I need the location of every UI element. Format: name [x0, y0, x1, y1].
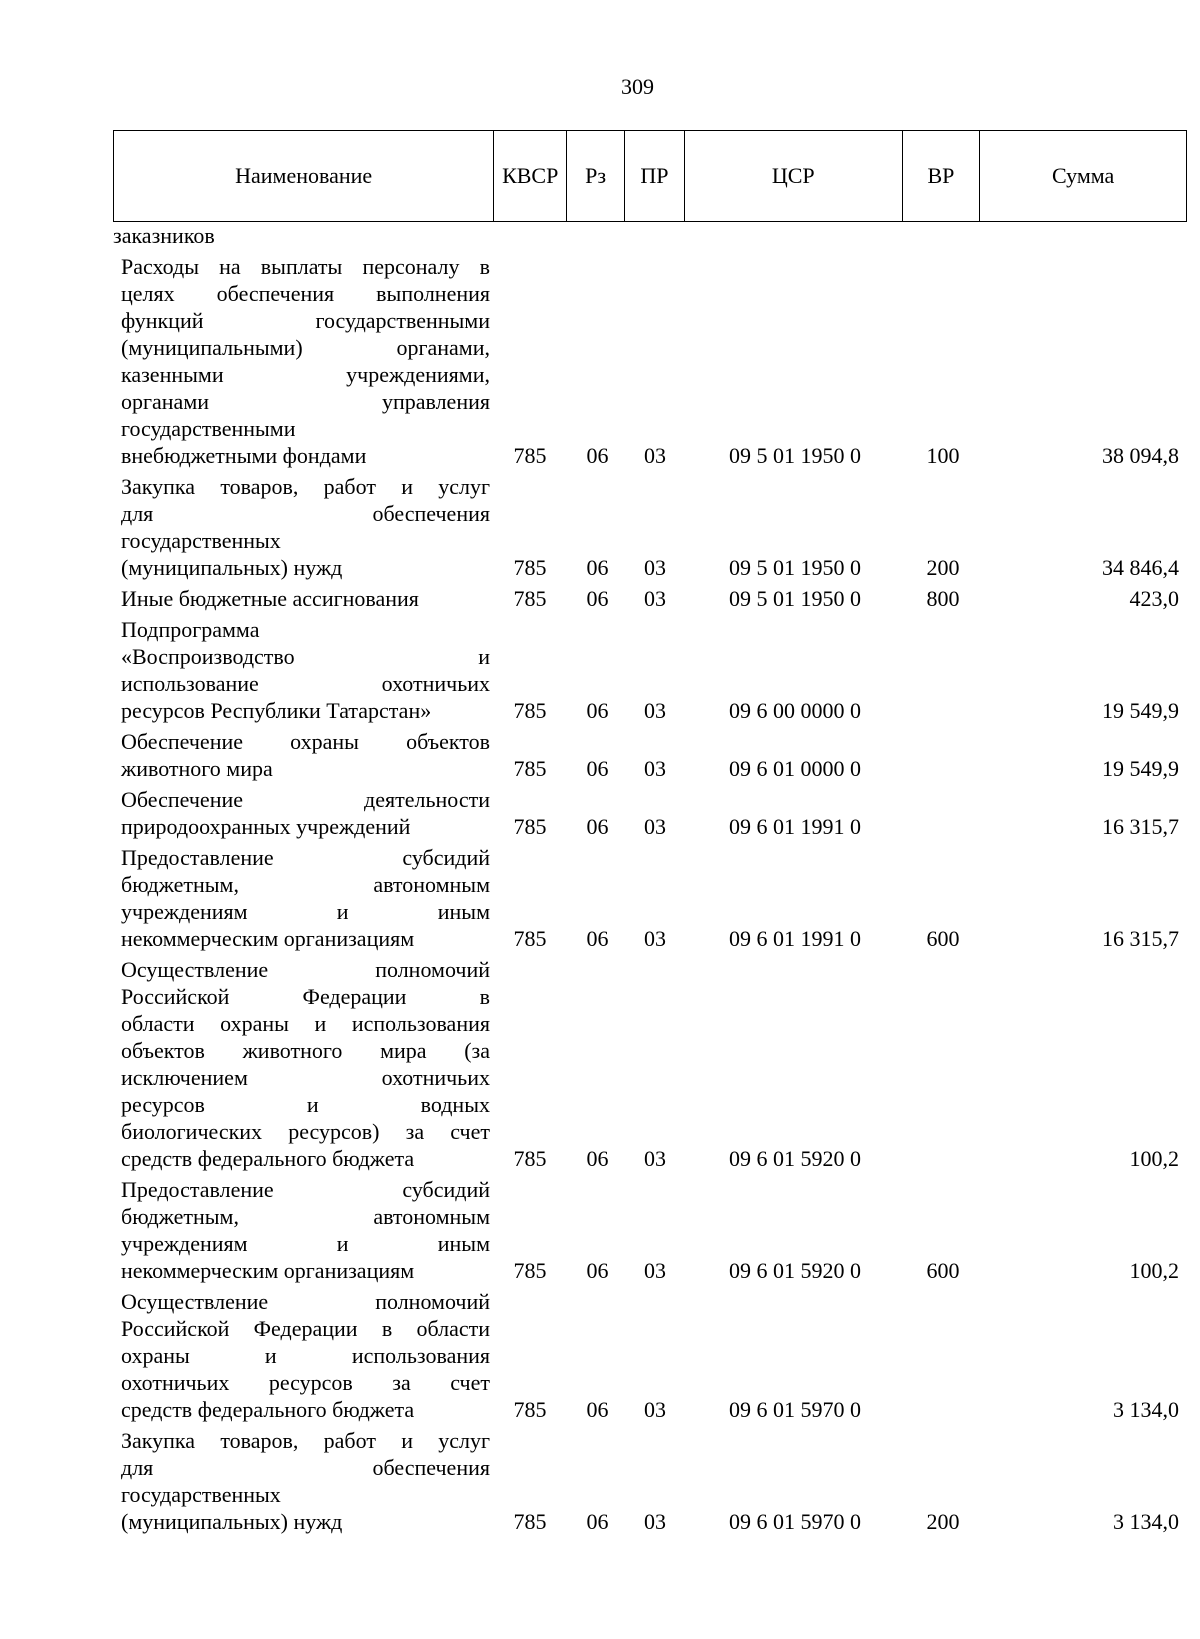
row-rz: 06 — [586, 555, 609, 580]
row-vr: 600 — [926, 1258, 960, 1283]
row-pr: 03 — [644, 1509, 666, 1534]
header-pr: ПР — [625, 131, 685, 221]
row-rz: 06 — [586, 1258, 609, 1283]
row-kvsr: 785 — [513, 1258, 547, 1283]
row-name-line: казенными учреждениями, — [121, 362, 490, 387]
row-sum: 19 549,9 — [1102, 698, 1179, 723]
row-name-line: (муниципальных) нужд — [121, 555, 343, 580]
row-csr: 09 5 01 1950 0 — [729, 443, 861, 468]
row-name-line: Российской Федерации в — [121, 984, 490, 1009]
row-name-line: объектов животного мира (за — [121, 1038, 490, 1063]
row-name — [113, 786, 490, 840]
row-name-line: охраны и использования — [121, 1343, 490, 1368]
row-name-line: «Воспроизводство и — [121, 644, 490, 669]
row-name-line: исключением охотничьих — [121, 1065, 490, 1090]
row-pr: 03 — [644, 443, 666, 468]
table-header — [113, 130, 1187, 222]
header-sum: Сумма — [1052, 163, 1115, 188]
row-rz: 06 — [586, 1397, 609, 1422]
row-sum: 3 134,0 — [1113, 1509, 1179, 1534]
row-name-line: Закупка товаров, работ и услуг — [121, 474, 490, 499]
row-kvsr: 785 — [513, 756, 547, 781]
row-name-line: природоохранных учреждений — [121, 814, 411, 839]
row-name-line: области охраны и использования — [121, 1011, 490, 1036]
row-csr: 09 6 01 0000 0 — [729, 756, 861, 781]
row-name-line: средств федерального бюджета — [121, 1397, 415, 1422]
row-rz: 06 — [586, 1146, 609, 1171]
row-csr: 09 6 01 5970 0 — [729, 1509, 861, 1534]
row-name-line: учреждениям и иным — [121, 1231, 490, 1256]
row-name-line: Осуществление полномочий — [121, 1289, 490, 1314]
row-sum: 100,2 — [1129, 1258, 1179, 1283]
row-vr: 800 — [926, 586, 960, 611]
row-csr: 09 6 00 0000 0 — [729, 698, 861, 723]
row-pr: 03 — [644, 1258, 666, 1283]
row-pr: 03 — [644, 1397, 666, 1422]
row-name-line: охотничьих ресурсов за счет — [121, 1370, 490, 1395]
row-sum: 423,0 — [1129, 586, 1179, 611]
row-kvsr: 785 — [513, 926, 547, 951]
table-row — [113, 222, 1187, 249]
row-name — [113, 253, 490, 469]
header-vr: ВР — [903, 131, 981, 221]
row-name-line: средств федерального бюджета — [121, 1146, 415, 1171]
table-row — [113, 473, 1187, 581]
table-row — [113, 844, 1187, 952]
row-name-line: внебюджетными фондами — [121, 443, 367, 468]
row-name — [113, 1176, 490, 1284]
row-name-line: ресурсов и водных — [121, 1092, 490, 1117]
row-name — [113, 844, 490, 952]
row-name-line: заказников — [113, 223, 215, 248]
row-vr: 100 — [926, 443, 960, 468]
row-name-line: Подпрограмма — [121, 617, 260, 642]
row-name-line: учреждениям и иным — [121, 899, 490, 924]
row-csr: 09 5 01 1950 0 — [729, 586, 861, 611]
table-row — [113, 728, 1187, 782]
row-kvsr: 785 — [513, 1509, 547, 1534]
row-name — [113, 473, 490, 581]
row-rz: 06 — [586, 443, 609, 468]
row-name-line: государственных — [121, 1482, 281, 1507]
row-pr: 03 — [644, 814, 666, 839]
row-kvsr: 785 — [513, 1397, 547, 1422]
row-kvsr: 785 — [513, 1146, 547, 1171]
row-name-line: Расходы на выплаты персоналу в — [121, 254, 490, 279]
row-sum: 16 315,7 — [1102, 926, 1179, 951]
row-name-line: бюджетным, автономным — [121, 1204, 490, 1229]
row-pr: 03 — [644, 926, 666, 951]
table-row — [113, 1288, 1187, 1423]
row-sum: 34 846,4 — [1102, 555, 1179, 580]
row-name-line: Иные бюджетные ассигнования — [121, 586, 419, 611]
table-row — [113, 786, 1187, 840]
table-row — [113, 253, 1187, 469]
row-name-line: Обеспечение охраны объектов — [121, 729, 490, 754]
row-rz: 06 — [586, 698, 609, 723]
row-vr: 200 — [926, 1509, 960, 1534]
row-rz: 06 — [586, 1509, 609, 1534]
page-number: 309 — [621, 74, 654, 99]
row-name-line: для обеспечения — [121, 1455, 490, 1480]
row-name-line: Предоставление субсидий — [121, 1177, 490, 1202]
row-csr: 09 6 01 5920 0 — [729, 1258, 861, 1283]
row-name-line: некоммерческим организациям — [121, 1258, 415, 1283]
row-name — [113, 585, 490, 612]
row-name-line: Закупка товаров, работ и услуг — [121, 1428, 490, 1453]
row-csr: 09 6 01 1991 0 — [729, 814, 861, 839]
row-kvsr: 785 — [513, 443, 547, 468]
header-kvsr: КВСР — [494, 131, 567, 221]
row-name-line: органами управления — [121, 389, 490, 414]
row-vr: 200 — [926, 555, 960, 580]
row-rz: 06 — [586, 586, 609, 611]
header-name: Наименование — [114, 131, 494, 221]
row-name-line: государственных — [121, 528, 281, 553]
row-name-line: целях обеспечения выполнения — [121, 281, 490, 306]
row-csr: 09 6 01 1991 0 — [729, 926, 861, 951]
row-name-line: государственными — [121, 416, 296, 441]
table-row — [113, 1176, 1187, 1284]
row-name-line: использование охотничьих — [121, 671, 490, 696]
row-name-line: биологических ресурсов) за счет — [121, 1119, 490, 1144]
table-row — [113, 956, 1187, 1172]
table-row — [113, 1427, 1187, 1535]
row-name-line: (муниципальными) органами, — [121, 335, 490, 360]
row-name — [113, 616, 490, 724]
row-pr: 03 — [644, 756, 666, 781]
row-name-line: для обеспечения — [121, 501, 490, 526]
row-sum: 19 549,9 — [1102, 756, 1179, 781]
table-row — [113, 585, 1187, 612]
row-pr: 03 — [644, 1146, 666, 1171]
header-rz: Рз — [567, 131, 625, 221]
row-sum: 16 315,7 — [1102, 814, 1179, 839]
row-pr: 03 — [644, 586, 666, 611]
row-name — [113, 956, 490, 1172]
row-name-line: ресурсов Республики Татарстан» — [121, 698, 432, 723]
row-pr: 03 — [644, 555, 666, 580]
row-name-line: некоммерческим организациям — [121, 926, 415, 951]
row-name-line: бюджетным, автономным — [121, 872, 490, 897]
table-row — [113, 616, 1187, 724]
row-name-line: Осуществление полномочий — [121, 957, 490, 982]
row-rz: 06 — [586, 756, 609, 781]
row-csr: 09 6 01 5920 0 — [729, 1146, 861, 1171]
row-name-line: Предоставление субсидий — [121, 845, 490, 870]
row-kvsr: 785 — [513, 586, 547, 611]
row-name — [113, 1288, 490, 1423]
row-vr: 600 — [926, 926, 960, 951]
row-kvsr: 785 — [513, 555, 547, 580]
row-name-line: (муниципальных) нужд — [121, 1509, 343, 1534]
table-body — [113, 222, 1187, 1539]
row-name — [113, 222, 482, 249]
row-name — [113, 728, 490, 782]
row-rz: 06 — [586, 814, 609, 839]
row-pr: 03 — [644, 698, 666, 723]
row-csr: 09 5 01 1950 0 — [729, 555, 861, 580]
row-kvsr: 785 — [513, 698, 547, 723]
row-sum: 3 134,0 — [1113, 1397, 1179, 1422]
row-rz: 06 — [586, 926, 609, 951]
row-name-line: животного мира — [121, 756, 273, 781]
header-csr: ЦСР — [685, 131, 903, 221]
row-sum: 100,2 — [1129, 1146, 1179, 1171]
row-name-line: Обеспечение деятельности — [121, 787, 490, 812]
row-csr: 09 6 01 5970 0 — [729, 1397, 861, 1422]
row-name-line: функций государственными — [121, 308, 490, 333]
row-spacer — [113, 1535, 1187, 1539]
row-name-line: Российской Федерации в области — [121, 1316, 490, 1341]
row-name — [113, 1427, 490, 1535]
row-sum: 38 094,8 — [1102, 443, 1179, 468]
row-kvsr: 785 — [513, 814, 547, 839]
